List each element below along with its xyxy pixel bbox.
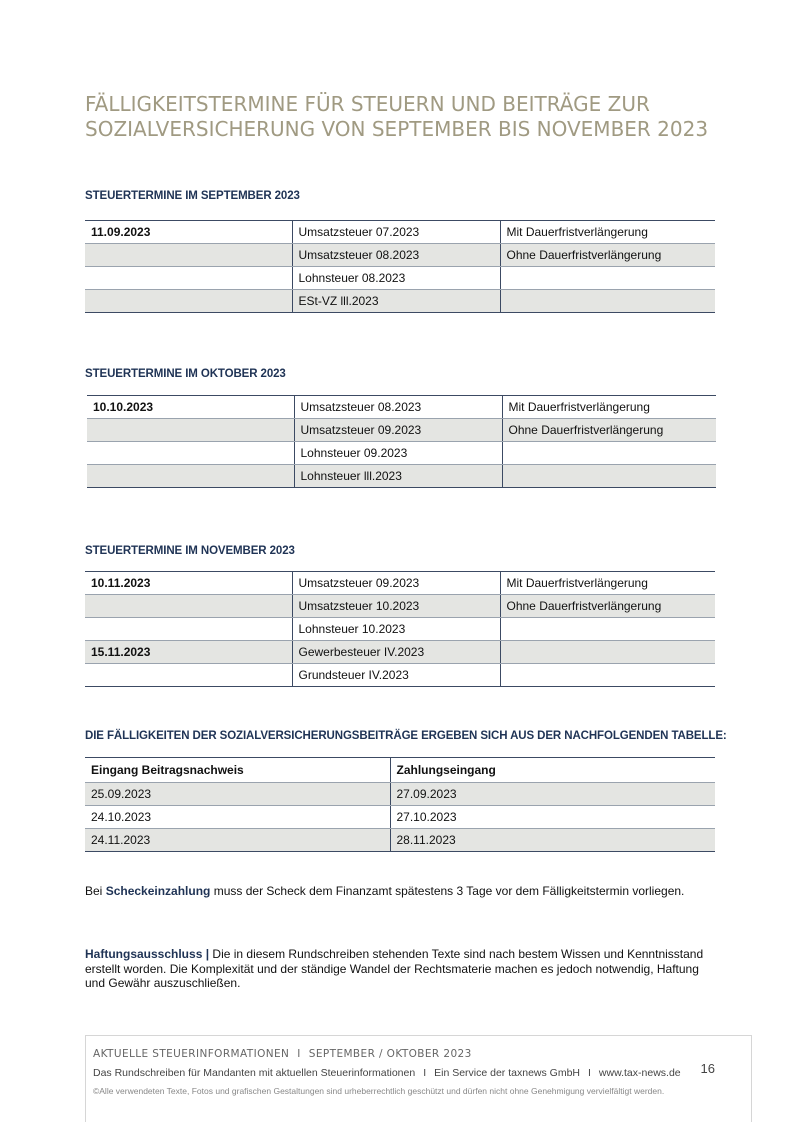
submission-date-cell: 24.10.2023 <box>85 806 390 829</box>
due-date-cell <box>85 595 292 618</box>
tax-type-cell: Umsatzsteuer 09.2023 <box>292 572 500 595</box>
section-heading-november: STEUERTERMINE IM NOVEMBER 2023 <box>85 545 295 557</box>
table-header-row <box>85 758 715 783</box>
due-date-cell: 10.10.2023 <box>87 396 294 419</box>
payment-date-cell: 27.10.2023 <box>390 806 715 829</box>
tax-dates-table-november <box>85 571 715 687</box>
remark-cell: Mit Dauerfristverlängerung <box>500 572 715 595</box>
footer-separator: I <box>297 1048 301 1060</box>
tax-type-cell: Umsatzsteuer 10.2023 <box>292 595 500 618</box>
due-date-cell <box>85 618 292 641</box>
section-heading-september: STEUERTERMINE IM SEPTEMBER 2023 <box>85 190 300 202</box>
column-header-zahlungseingang: Zahlungseingang <box>390 758 715 783</box>
due-date-cell <box>85 244 292 267</box>
remark-cell: Ohne Dauerfristverlängerung <box>500 595 715 618</box>
due-date-cell <box>87 442 294 465</box>
tax-type-cell: Umsatzsteuer 07.2023 <box>292 221 500 244</box>
footer-publication-line <box>93 1048 472 1060</box>
table-row <box>87 465 716 488</box>
page-number: 16 <box>700 1061 715 1076</box>
note-suffix: muss der Scheck dem Finanzamt spätestens 3 Tage vor dem Fälligkeitstermin vorliegen. <box>210 884 685 898</box>
due-date-cell <box>87 465 294 488</box>
payment-date-cell: 28.11.2023 <box>390 829 715 852</box>
footer-website-link[interactable]: www.tax-news.de <box>598 1067 681 1079</box>
remark-cell: Ohne Dauerfristverlängerung <box>502 419 716 442</box>
footer-service: Ein Service der taxnews GmbH <box>434 1067 580 1079</box>
due-date-cell: 11.09.2023 <box>85 221 292 244</box>
note-prefix: Bei <box>85 884 106 898</box>
column-header-beitragsnachweis: Eingang Beitragsnachweis <box>85 758 390 783</box>
tax-type-cell: Umsatzsteuer 09.2023 <box>294 419 502 442</box>
due-date-cell: 10.11.2023 <box>85 572 292 595</box>
table-row <box>85 783 715 806</box>
due-date-cell <box>85 267 292 290</box>
tax-type-cell: Umsatzsteuer 08.2023 <box>294 396 502 419</box>
due-date-cell <box>85 290 292 313</box>
disclaimer <box>85 947 715 991</box>
footer-publication: AKTUELLE STEUERINFORMATIONEN <box>93 1048 290 1060</box>
remark-cell <box>502 442 716 465</box>
remark-cell: Mit Dauerfristverlängerung <box>502 396 716 419</box>
remark-cell <box>500 664 715 687</box>
footer-separator: I <box>588 1067 591 1079</box>
footer-issue: SEPTEMBER / OKTOBER 2023 <box>308 1048 472 1060</box>
table-row <box>87 396 716 419</box>
remark-cell <box>500 641 715 664</box>
social-insurance-table <box>85 757 715 852</box>
page-title-line-1: FÄLLIGKEITSTERMINE FÜR STEUERN UND BEITRÄGE ZUR <box>85 92 650 116</box>
table-row <box>85 618 715 641</box>
disclaimer-text: Die in diesem Rundschreiben stehenden Texte sind nach bestem Wissen und Kenntnisstand erstellt worden. Die Komplexität und der ständige Wandel der Rechtsmaterie machen es jedoch notwendig, Haftung und Gewähr auszuschließen. <box>85 947 704 990</box>
footer-copyright: ©Alle verwendeten Texte, Fotos und grafischen Gestaltungen sind urheberrechtlich geschützt und dürfen nicht ohne Genehmigung vervielfältigt werden. <box>93 1086 665 1096</box>
table-row <box>85 829 715 852</box>
tax-type-cell: Grundsteuer IV.2023 <box>292 664 500 687</box>
page-title-line-2: SOZIALVERSICHERUNG VON SEPTEMBER BIS NOVEMBER 2023 <box>85 117 709 141</box>
remark-cell: Ohne Dauerfristverlängerung <box>500 244 715 267</box>
table-row <box>87 442 716 465</box>
due-date-cell: 15.11.2023 <box>85 641 292 664</box>
table-row <box>85 290 715 313</box>
tax-type-cell: Lohnsteuer 10.2023 <box>292 618 500 641</box>
remark-cell <box>500 618 715 641</box>
note-highlight: Scheckeinzahlung <box>105 884 211 898</box>
remark-cell <box>500 267 715 290</box>
table-row <box>85 221 715 244</box>
table-row <box>85 664 715 687</box>
page-footer <box>85 1035 752 1122</box>
table-row <box>85 572 715 595</box>
submission-date-cell: 24.11.2023 <box>85 829 390 852</box>
disclaimer-heading: Haftungsausschluss | <box>85 947 210 961</box>
table-row <box>87 419 716 442</box>
payment-date-cell: 27.09.2023 <box>390 783 715 806</box>
page-title <box>85 92 735 142</box>
footer-description: Das Rundschreiben für Mandanten mit aktuellen Steuerinformationen <box>93 1067 416 1079</box>
remark-cell: Mit Dauerfristverlängerung <box>500 221 715 244</box>
table-row <box>85 267 715 290</box>
tax-type-cell: Lohnsteuer 09.2023 <box>294 442 502 465</box>
table-row <box>85 641 715 664</box>
cheque-payment-note <box>85 884 684 898</box>
table-row <box>85 806 715 829</box>
tax-type-cell: Umsatzsteuer 08.2023 <box>292 244 500 267</box>
footer-info-line <box>93 1067 681 1079</box>
tax-type-cell: Gewerbesteuer IV.2023 <box>292 641 500 664</box>
due-date-cell <box>87 419 294 442</box>
section-heading-oktober: STEUERTERMINE IM OKTOBER 2023 <box>85 368 286 380</box>
tax-dates-table-oktober <box>87 395 716 488</box>
tax-type-cell: Lohnsteuer 08.2023 <box>292 267 500 290</box>
submission-date-cell: 25.09.2023 <box>85 783 390 806</box>
remark-cell <box>500 290 715 313</box>
remark-cell <box>502 465 716 488</box>
tax-type-cell: Lohnsteuer lll.2023 <box>294 465 502 488</box>
footer-separator: I <box>423 1067 427 1079</box>
tax-dates-table-september <box>85 220 715 313</box>
due-date-cell <box>85 664 292 687</box>
section-heading-sozialversicherung: DIE FÄLLIGKEITEN DER SOZIALVERSICHERUNGSBEITRÄGE ERGEBEN SICH AUS DER NACHFOLGENDEN TABELLE: <box>85 730 727 742</box>
table-row <box>85 595 715 618</box>
tax-type-cell: ESt-VZ lll.2023 <box>292 290 500 313</box>
table-row <box>85 244 715 267</box>
